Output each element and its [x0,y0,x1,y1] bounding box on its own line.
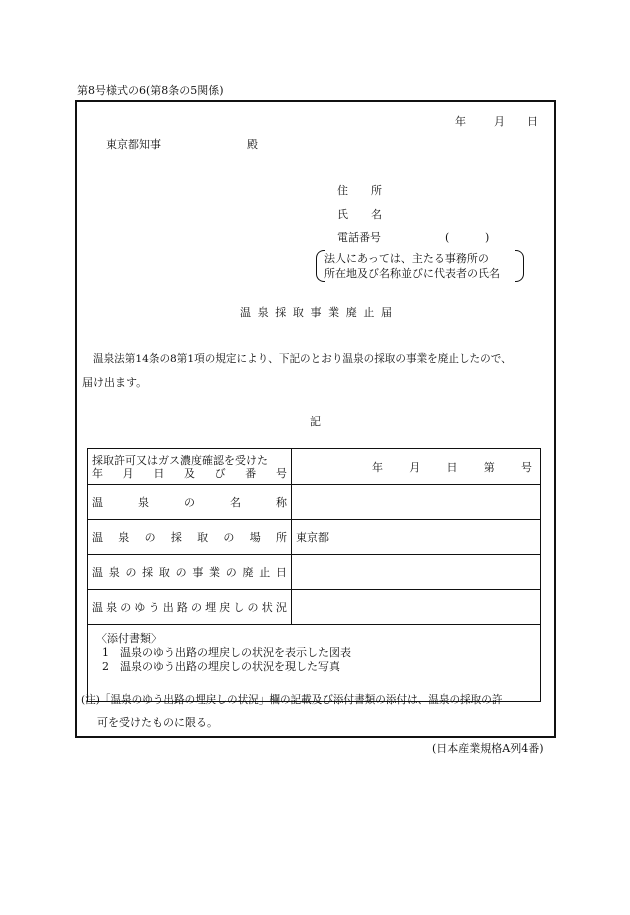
label-char: 日 [153,467,165,480]
label-char: 路 [176,601,188,614]
title-char: 事 [310,306,322,319]
value-char: 号 [521,460,532,474]
spring-name-label [88,485,292,520]
title-char: 止 [363,306,375,319]
label-char: う [148,601,160,614]
label-char: 戻 [219,601,231,614]
label-char: 温 [92,531,103,544]
label-char: 温 [92,601,103,614]
table-row [88,520,541,555]
label-char: 況 [275,601,287,614]
attachments-cell [88,625,541,702]
attachment-item-2: 2 温泉のゆう出路の埋戻しの状況を現した写真 [102,660,340,673]
table-row [88,449,541,485]
value-char: 第 [483,460,495,474]
label-char: 出 [162,601,174,614]
footer-standard: (日本産業規格A列4番) [432,742,544,755]
label-char: 泉 [138,496,149,509]
label-char: 取 [197,531,209,544]
label-char: の [175,566,187,579]
permit-date-value[interactable] [292,449,541,485]
info-table [87,448,541,702]
address-label-2: 所 [371,184,382,197]
location-value[interactable]: 東京都 [292,520,541,555]
label-char: 状 [261,601,273,614]
title-char: 温 [240,306,251,319]
body-line2: 届け出ます。 [82,376,148,389]
label-char: 採 [170,531,182,544]
backfill-status-value[interactable] [292,590,541,625]
label-char: 採 [142,566,154,579]
backfill-status-label [88,590,292,625]
label-char: び [214,467,226,480]
addressee: 東京都知事 [106,138,161,151]
label-char: 廃 [242,566,254,579]
honorific: 殿 [247,138,258,151]
permit-label-line1: 採取許可又はガス濃度確認を受けた [92,453,268,467]
label-char: 泉 [118,531,130,544]
label-char: 年 [92,467,103,480]
label-char: の [223,531,235,544]
address-label-1: 住 [337,184,348,197]
label-char: 事 [192,566,204,579]
corporate-note-line1: 法人にあっては、主たる事務所の [324,252,489,265]
value-char: 年 [372,460,383,474]
label-char: の [184,496,195,509]
label-char: ゆ [134,601,146,614]
label-char: 泉 [108,566,120,579]
note-line1: (注)「温泉のゆう出路の埋戻しの状況」欄の記載及び添付書類の添付は、温泉の採取の許 [81,694,503,706]
permit-date-label [88,449,292,485]
label-char: し [233,601,245,614]
label-char: 温 [92,496,103,509]
body-line1: 温泉法第14条の8第1項の規定により、下記のとおり温泉の採取の事業を廃止したので、 [93,353,512,365]
title-char: 業 [328,306,340,319]
label-char: 埋 [205,601,217,614]
spring-name-value[interactable] [292,485,541,520]
form-title [240,306,392,319]
phone-paren-open: ( [445,231,450,244]
title-char: 廃 [345,306,357,319]
abolition-date-value[interactable] [292,555,541,590]
label-char: 所 [275,531,287,544]
date-day-label: 日 [527,115,538,128]
label-char: 取 [158,566,170,579]
date-year-label: 年 [455,115,466,128]
label-char: 泉 [106,601,118,614]
note-line2: 可を受けたものに限る。 [97,716,218,729]
label-char: の [120,601,132,614]
title-char: 取 [292,306,304,319]
title-char: 採 [275,306,287,319]
name-label-2: 名 [371,208,382,221]
ki-heading: 記 [310,415,321,428]
table-row [88,485,541,520]
label-char: 場 [249,531,261,544]
label-char: 日 [275,566,287,579]
label-char: 止 [259,566,271,579]
abolition-date-label [88,555,292,590]
label-char: の [247,601,259,614]
phone-paren-close: ) [485,231,490,244]
location-label [88,520,292,555]
table-row [88,625,541,702]
label-char: 番 [245,467,257,480]
label-char: の [190,601,202,614]
value-char: 日 [446,460,458,474]
value-char: 月 [409,460,421,474]
name-label-1: 氏 [337,208,348,221]
label-char: 号 [275,467,287,480]
attachment-item-1: 1 温泉のゆう出路の埋戻しの状況を表示した図表 [102,646,351,659]
corporate-note-line2: 所在地及び名称並びに代表者の氏名 [324,266,500,280]
attachments-header: 〈添付書類〉 [96,632,162,645]
permit-label-line2 [92,467,287,481]
label-char: 及 [183,467,195,480]
label-char: の [125,566,137,579]
label-char: 温 [92,566,103,579]
label-char: 月 [122,467,134,480]
label-char: 業 [209,566,221,579]
bracket-right [515,250,524,282]
corporate-note [316,250,524,282]
label-char: 称 [276,496,287,509]
date-month-label: 月 [494,115,505,128]
title-char: 届 [381,306,392,319]
table-row [88,555,541,590]
form-number: 第8号様式の6(第8条の5関係) [77,84,224,97]
phone-label: 電話番号 [337,231,381,244]
label-char: の [144,531,156,544]
label-char: の [225,566,237,579]
label-char: 名 [230,496,241,509]
title-char: 泉 [257,306,269,319]
table-row [88,590,541,625]
